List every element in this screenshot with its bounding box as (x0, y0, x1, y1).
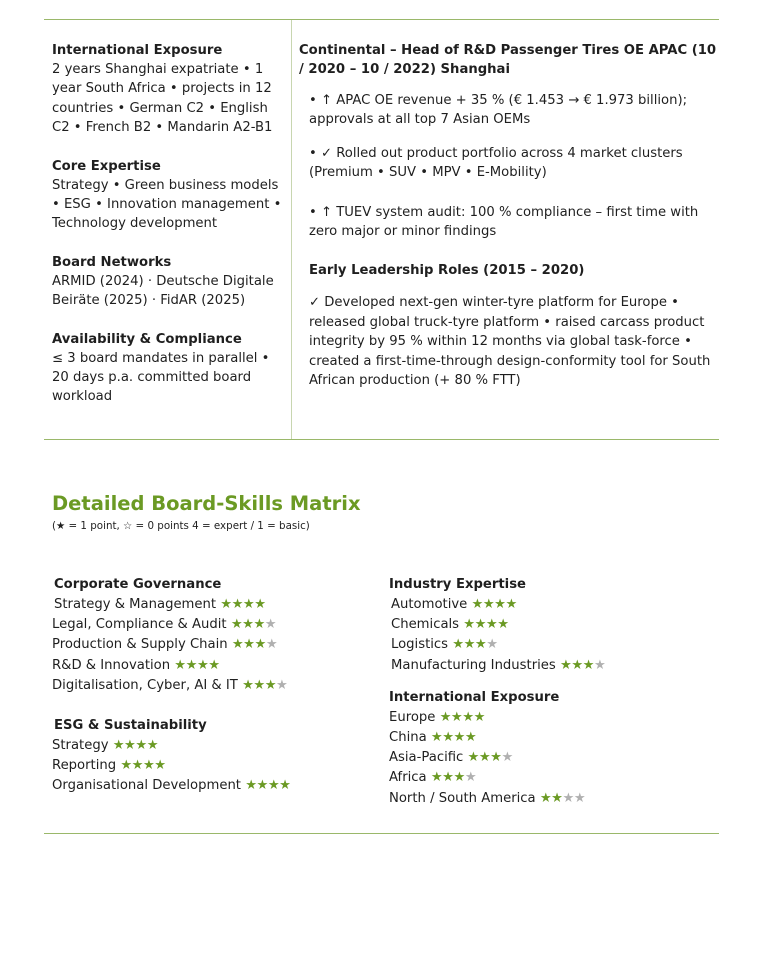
star-filled-icon: ★ (245, 778, 257, 794)
star-filled-icon: ★ (453, 770, 465, 786)
skill-row (389, 789, 605, 809)
section-international-exposure (52, 41, 284, 138)
star-filled-icon: ★ (467, 750, 479, 766)
skill-group-title: ESG & Sustainability (54, 718, 207, 734)
section-heading: Availability & Compliance (52, 331, 242, 347)
star-filled-icon: ★ (490, 750, 502, 766)
section-heading: Core Expertise (52, 158, 161, 174)
star-filled-icon: ★ (220, 597, 232, 612)
skill-group-title: Industry Expertise (389, 577, 526, 592)
star-filled-icon: ★ (471, 597, 483, 612)
star-filled-icon: ★ (279, 778, 291, 794)
star-filled-icon: ★ (142, 758, 155, 774)
achievement-bullet: • ↑ TUEV system audit: 100 % compliance – first time with zero major or minor findings (309, 204, 699, 240)
star-filled-icon: ★ (430, 730, 443, 746)
skill-stars (220, 597, 265, 612)
section-body: Strategy • Green business models • ESG • Innovation management • Technology development (52, 177, 282, 232)
skill-group-title: International Exposure (389, 689, 560, 705)
star-filled-icon: ★ (154, 758, 166, 774)
star-filled-icon: ★ (478, 750, 491, 766)
skill-stars (113, 738, 158, 753)
section-body: ≤ 3 board mandates in parallel • 20 days p.a. committed board workload (52, 350, 270, 405)
star-filled-icon: ★ (231, 597, 243, 612)
skill-label: Legal, Compliance & Audit (52, 617, 227, 633)
star-filled-icon: ★ (124, 738, 136, 754)
skill-label: Digitalisation, Cyber, AI & IT (52, 677, 238, 693)
skill-label: North / South America (389, 790, 536, 806)
star-filled-icon: ★ (112, 738, 125, 754)
skill-stars (245, 778, 290, 793)
skill-stars (560, 658, 605, 673)
skill-row (389, 635, 605, 655)
star-filled-icon: ★ (131, 758, 143, 774)
skill-label: R&D & Innovation (52, 657, 171, 673)
section-heading: Board Networks (52, 254, 172, 270)
skill-row (52, 595, 291, 615)
star-filled-icon: ★ (442, 770, 454, 786)
skill-stars (472, 597, 517, 612)
star-filled-icon: ★ (539, 790, 552, 806)
star-filled-icon: ★ (146, 738, 159, 754)
skill-label: Production & Supply Chain (52, 637, 228, 653)
star-filled-icon: ★ (243, 637, 255, 653)
skills-column-left (52, 575, 291, 797)
left-column (52, 41, 284, 426)
star-filled-icon: ★ (494, 597, 506, 612)
early-roles-heading: Early Leadership Roles (2015 – 2020) (309, 263, 585, 279)
skill-row (52, 635, 291, 655)
star-filled-icon: ★ (464, 730, 477, 746)
star-empty-icon: ★ (486, 637, 498, 653)
early-roles-body: ✓ Developed next-gen winter-tyre platform for Europe • released global truck-tyre platform • raised carcass product integrity by 95 % within 12 months via global task-force • created a first-time-through design-conformity tool for South African production (+ 80 % FTT) (309, 295, 711, 389)
section-body: 2 years Shanghai expatriate • 1 year South Africa • projects in 12 countries • German C2 • English C2 • French B2 • Mandarin A2-B1 (52, 62, 273, 136)
skill-group-title: Corporate Governance (54, 577, 222, 592)
star-filled-icon: ★ (242, 677, 254, 693)
skill-label: Organisational Development (52, 778, 241, 794)
column-divider (291, 20, 292, 439)
star-filled-icon: ★ (253, 617, 265, 633)
star-filled-icon: ★ (208, 657, 220, 673)
star-filled-icon: ★ (582, 657, 594, 673)
skill-row (52, 656, 291, 676)
section-body: ARMID (2024) · Deutsche Digitale Beiräte (2025) · FidAR (2025) (52, 273, 274, 309)
star-filled-icon: ★ (571, 657, 583, 673)
star-filled-icon: ★ (230, 617, 243, 633)
section-core-expertise (52, 157, 284, 234)
star-empty-icon: ★ (501, 750, 513, 766)
star-filled-icon: ★ (267, 778, 280, 794)
matrix-legend: (★ = 1 point, ☆ = 0 points 4 = expert / 1 = basic) (52, 520, 310, 532)
star-filled-icon: ★ (473, 709, 485, 725)
star-filled-icon: ★ (242, 597, 255, 612)
skill-row (389, 708, 605, 728)
star-filled-icon: ★ (439, 709, 451, 725)
star-filled-icon: ★ (120, 758, 132, 774)
star-filled-icon: ★ (453, 730, 465, 746)
skill-label: Africa (389, 770, 427, 786)
star-empty-icon: ★ (573, 790, 586, 806)
skill-group-industry-expertise (389, 575, 605, 676)
skill-label: Europe (389, 709, 436, 725)
skill-stars (463, 617, 508, 632)
skill-label: Strategy (52, 738, 109, 754)
skill-stars (120, 758, 165, 773)
skill-row (52, 776, 291, 796)
star-filled-icon: ★ (474, 617, 486, 633)
star-filled-icon: ★ (452, 637, 464, 653)
star-empty-icon: ★ (265, 637, 278, 653)
matrix-title: Detailed Board-Skills Matrix (52, 492, 361, 515)
star-empty-icon: ★ (562, 790, 574, 806)
skill-row (389, 748, 605, 768)
skill-row (52, 756, 291, 776)
right-column (299, 41, 719, 390)
star-filled-icon: ★ (135, 738, 147, 754)
star-filled-icon: ★ (463, 637, 475, 653)
star-filled-icon: ★ (242, 617, 254, 633)
star-filled-icon: ★ (497, 617, 509, 633)
skill-stars (431, 770, 476, 785)
skill-stars (232, 637, 277, 652)
section-board-networks (52, 253, 284, 311)
star-filled-icon: ★ (256, 778, 268, 794)
skill-label: Manufacturing Industries (391, 657, 556, 673)
skill-stars (431, 730, 476, 745)
skill-row (52, 676, 291, 696)
star-empty-icon: ★ (276, 677, 288, 693)
section-availability (52, 330, 284, 407)
star-filled-icon: ★ (254, 637, 266, 653)
star-empty-icon: ★ (264, 617, 277, 633)
star-filled-icon: ★ (462, 709, 474, 725)
skill-group-corporate-governance (52, 575, 291, 696)
skill-label: Asia-Pacific (389, 750, 464, 766)
star-empty-icon: ★ (464, 770, 477, 786)
bottom-divider (44, 833, 719, 834)
star-filled-icon: ★ (482, 597, 495, 612)
star-filled-icon: ★ (485, 617, 498, 633)
skill-label: Automotive (391, 597, 468, 612)
star-filled-icon: ★ (185, 657, 197, 673)
skill-row (389, 595, 605, 615)
star-filled-icon: ★ (442, 730, 454, 746)
middle-divider (44, 439, 719, 440)
skill-label: Chemicals (391, 617, 460, 633)
skill-group-esg (52, 716, 291, 797)
skill-stars (174, 658, 219, 673)
skill-row (52, 736, 291, 756)
top-divider (44, 19, 719, 20)
achievement-bullet: • ↑ APAC OE revenue + 35 % (€ 1.453 → € 1.973 billion); approvals at all top 7 Asian OEMs (309, 93, 688, 128)
star-filled-icon: ★ (551, 790, 563, 806)
skill-stars (440, 710, 485, 725)
skill-stars (242, 678, 287, 693)
star-filled-icon: ★ (559, 657, 572, 673)
skill-row (389, 656, 605, 676)
star-filled-icon: ★ (196, 657, 209, 673)
skill-stars (468, 750, 513, 765)
star-filled-icon: ★ (505, 597, 517, 612)
star-filled-icon: ★ (253, 677, 265, 693)
skill-row (389, 615, 605, 635)
skill-label: China (389, 730, 427, 746)
skill-row (389, 728, 605, 748)
star-filled-icon: ★ (254, 597, 266, 612)
star-filled-icon: ★ (450, 709, 463, 725)
achievement-bullet: • ✓ Rolled out product portfolio across 4 market clusters (Premium • SUV • MPV • E-Mobility) (309, 145, 683, 181)
star-filled-icon: ★ (430, 770, 443, 786)
skill-stars (452, 637, 497, 652)
skill-stars (540, 791, 585, 806)
star-filled-icon: ★ (174, 657, 186, 673)
section-heading: International Exposure (52, 43, 223, 58)
skill-stars (231, 617, 276, 632)
star-filled-icon: ★ (463, 617, 475, 633)
skill-label: Reporting (52, 758, 117, 774)
skill-label: Logistics (391, 637, 449, 653)
star-filled-icon: ★ (264, 677, 277, 693)
skill-row (52, 615, 291, 635)
skill-label: Strategy & Management (54, 597, 217, 612)
skills-column-right (389, 575, 605, 809)
skill-group-international-exposure (389, 688, 605, 809)
skill-row (389, 768, 605, 788)
star-filled-icon: ★ (474, 637, 487, 653)
star-filled-icon: ★ (231, 637, 244, 653)
role-heading: Continental – Head of R&D Passenger Tires OE APAC (10 / 2020 – 10 / 2022) Shanghai (299, 43, 717, 77)
star-empty-icon: ★ (593, 657, 606, 673)
